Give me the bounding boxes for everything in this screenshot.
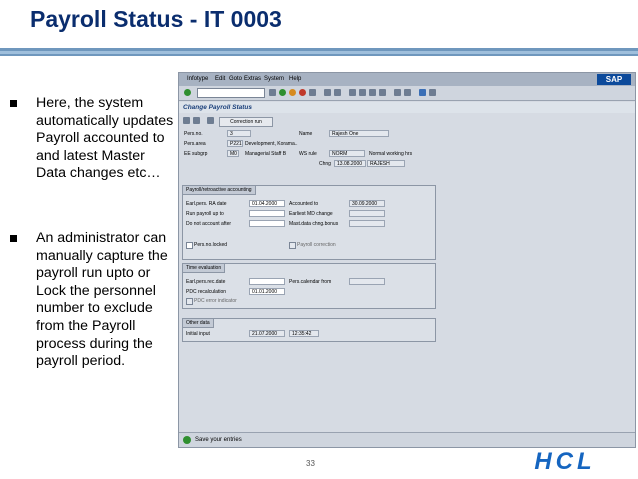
hcl-logo-text: HCL <box>534 448 596 473</box>
info-icon[interactable] <box>193 117 200 124</box>
ee-subgrp-text: Managerial Staff B <box>245 151 287 157</box>
no-account-field[interactable] <box>249 220 285 227</box>
slide-title: Payroll Status - IT 0003 <box>30 6 282 32</box>
run-payroll-field[interactable] <box>249 210 285 217</box>
pdc-recalc-label: PDC recalculation <box>186 289 227 295</box>
title-rule <box>0 48 638 56</box>
menu-system[interactable]: System <box>264 76 285 82</box>
pers-no-label: Pers.no. <box>184 131 203 137</box>
bullet-1 <box>10 95 175 183</box>
pers-area-text: Development, Korama.. <box>245 141 298 147</box>
menu-goto[interactable]: Goto <box>229 76 243 82</box>
bullet-square-icon <box>10 235 17 242</box>
save-icon[interactable] <box>269 89 276 96</box>
pdc-error-checkbox <box>186 298 193 305</box>
pers-locked-checkbox[interactable] <box>186 242 193 249</box>
payroll-group-title: Payroll/retroactive accounting <box>183 186 256 195</box>
menu-edit[interactable]: Edit <box>215 76 226 82</box>
print-icon[interactable] <box>309 89 316 96</box>
help-icon[interactable] <box>419 89 426 96</box>
time-evaluation-group <box>182 263 436 309</box>
initial-date-field: 21.07.2000 <box>249 330 285 337</box>
shortcut-icon[interactable] <box>404 89 411 96</box>
ws-rule-label: WS rule <box>299 151 317 157</box>
menu-infotype[interactable]: Infotype <box>187 76 209 82</box>
mast-data-field <box>349 220 385 227</box>
new-session-icon[interactable] <box>394 89 401 96</box>
other-group-title: Other data <box>183 319 214 328</box>
accounted-to-field: 30.09.2000 <box>349 200 385 207</box>
pers-no-field: 3 <box>227 130 251 137</box>
payroll-correction-label: Payroll correction <box>297 242 336 248</box>
earl-rec-field[interactable] <box>249 278 285 285</box>
pers-locked-label: Pers.no.locked <box>194 242 228 248</box>
pers-area-label: Pers.area <box>184 141 206 147</box>
ws-rule-text: Normal working hrs <box>369 151 413 157</box>
find-icon[interactable] <box>324 89 331 96</box>
screen-title: Change Payroll Status <box>179 102 636 113</box>
earliest-md-label: Earliest MD change <box>289 211 333 217</box>
chng-label: Chng <box>319 161 331 167</box>
bullet-square-icon <box>10 100 17 107</box>
chng-date: 13.08.2000 <box>334 160 366 167</box>
initial-input-label: Initial input <box>186 331 210 337</box>
hcl-logo <box>500 447 630 473</box>
enter-icon[interactable] <box>184 89 191 96</box>
mast-data-label: Mast.data chng.bonus <box>289 221 339 227</box>
name-label: Name <box>299 131 313 137</box>
pers-calendar-field <box>349 278 385 285</box>
pdc-recalc-field[interactable]: 01.01.2000 <box>249 288 285 295</box>
initial-time-field: 12:35:42 <box>289 330 319 337</box>
earl-rec-label: Earl.pers.rec.date <box>186 279 226 285</box>
correction-icon[interactable] <box>207 117 214 124</box>
menu-help[interactable]: Help <box>289 76 302 82</box>
payroll-correction-checkbox <box>289 242 296 249</box>
ee-subgrp-code: M0 <box>227 150 239 157</box>
command-field[interactable] <box>197 88 265 98</box>
exit-icon[interactable] <box>289 89 296 96</box>
sap-statusbar <box>179 432 635 447</box>
ws-rule-field: NORM <box>329 150 365 157</box>
name-field: Rajesh One <box>329 130 389 137</box>
sap-logo: SAP <box>597 74 631 85</box>
ee-subgrp-label: EE subgrp <box>184 151 208 157</box>
cancel-icon[interactable] <box>299 89 306 96</box>
page-number: 33 <box>306 459 315 468</box>
overview-icon[interactable] <box>183 117 190 124</box>
accounted-to-label: Accounted to <box>289 201 319 207</box>
time-group-title: Time evaluation <box>183 264 225 273</box>
pers-calendar-label: Pers.calendar from <box>289 279 332 285</box>
last-page-icon[interactable] <box>379 89 386 96</box>
pers-area-code: P221 <box>227 140 243 147</box>
other-data-group <box>182 318 436 342</box>
success-icon <box>183 436 191 444</box>
sap-window <box>178 72 636 448</box>
sap-menubar <box>179 73 635 86</box>
correction-run-button[interactable]: Correction run <box>219 117 273 127</box>
earl-pers-ra-field[interactable]: 01.04.2000 <box>249 200 285 207</box>
application-toolbar <box>179 115 635 127</box>
prev-page-icon[interactable] <box>359 89 366 96</box>
next-page-icon[interactable] <box>369 89 376 96</box>
layout-icon[interactable] <box>429 89 436 96</box>
sap-standard-toolbar <box>179 86 635 101</box>
bullet-2-text: An administrator can manually capture the payroll run upto or Lock the personnel number to exclude from the Payroll process during the payroll period. <box>36 230 168 370</box>
back-icon[interactable] <box>279 89 286 96</box>
bullet-2 <box>10 230 175 371</box>
payroll-group <box>182 185 436 260</box>
run-payroll-label: Run payroll up to <box>186 211 224 217</box>
no-account-label: Do not account after <box>186 221 232 227</box>
first-page-icon[interactable] <box>349 89 356 96</box>
pdc-error-label: PDC error indicator <box>194 298 237 304</box>
earl-pers-ra-label: Earl.pers. RA date <box>186 201 227 207</box>
bullet-1-text: Here, the system automatically updates Payroll accounted to and latest Master Data changes etc… <box>36 95 174 182</box>
status-message: Save your entries <box>195 437 242 443</box>
earliest-md-field <box>349 210 385 217</box>
find-next-icon[interactable] <box>334 89 341 96</box>
chng-user: RAJESH <box>367 160 405 167</box>
menu-extras[interactable]: Extras <box>244 76 262 82</box>
